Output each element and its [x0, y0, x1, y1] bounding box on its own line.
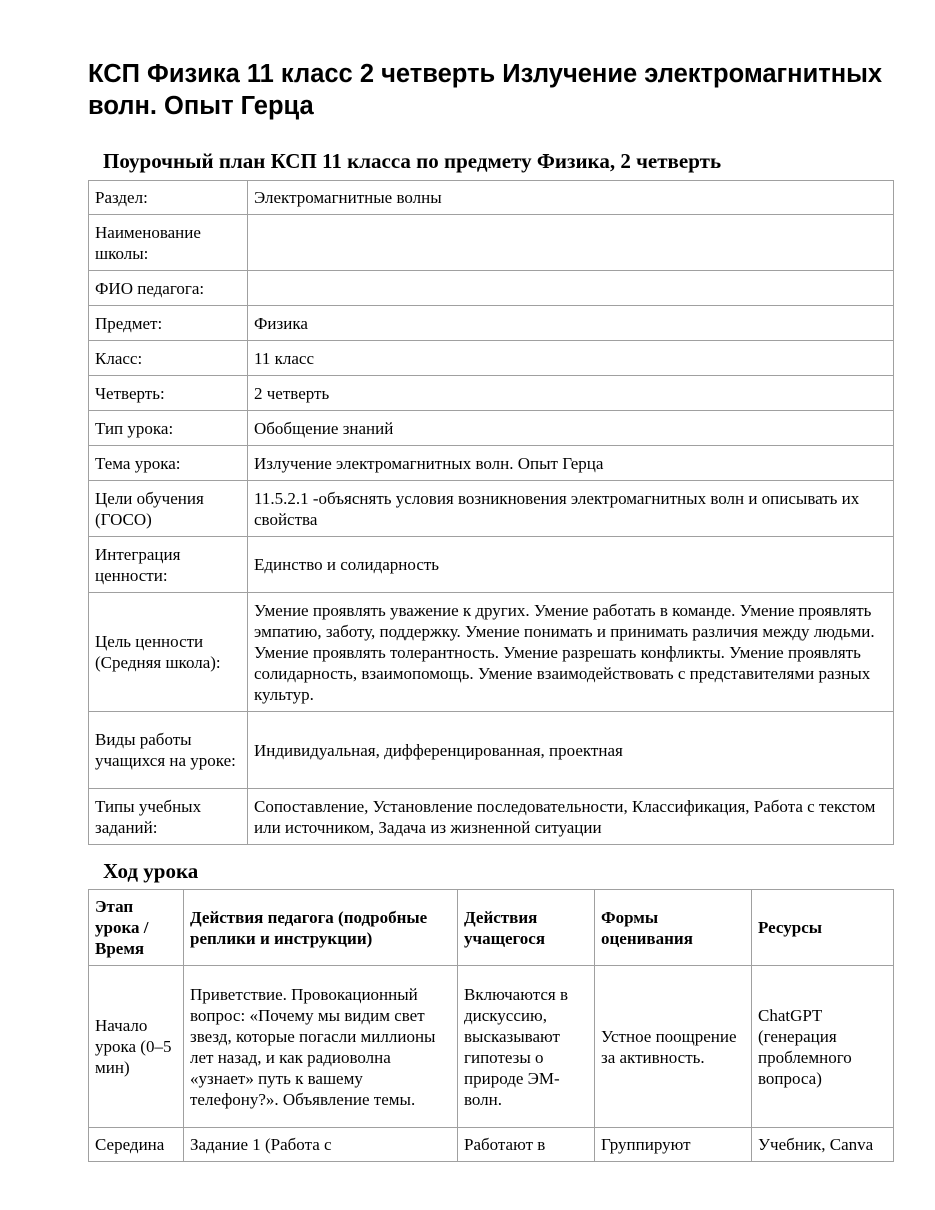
table-row — [89, 341, 894, 376]
column-header: Формы оценивания — [595, 890, 752, 966]
table-cell: Работают в — [458, 1128, 595, 1162]
table-row — [89, 181, 894, 215]
table-row — [89, 537, 894, 593]
table-row — [89, 271, 894, 306]
table-row — [89, 712, 894, 789]
table-row — [89, 215, 894, 271]
info-label: Тема урока: — [89, 446, 248, 481]
table-row — [89, 1128, 894, 1162]
table-cell: Включаются в дискуссию, высказывают гипотезы о природе ЭМ-волн. — [458, 966, 595, 1128]
info-label: Цели обучения (ГОСО) — [89, 481, 248, 537]
table-cell: ChatGPT (генерация проблемного вопроса) — [752, 966, 894, 1128]
table-row — [89, 789, 894, 845]
info-value: Единство и солидарность — [248, 537, 894, 593]
info-label: Класс: — [89, 341, 248, 376]
column-header: Этап урока / Время — [89, 890, 184, 966]
table-row — [89, 376, 894, 411]
info-value: Умение проявлять уважение к других. Умение работать в команде. Умение проявлять эмпатию, заботу, поддержку. Умение понимать и принимать различия между людьми. Умение проявлять толерантность. Умение разрешать конфликты. Умение проявлять солидарность, взаимопомощь. Умение взаимодействовать с представителями разных культур. — [248, 593, 894, 712]
table-cell: Группируют — [595, 1128, 752, 1162]
info-label: Наименование школы: — [89, 215, 248, 271]
info-value: Сопоставление, Установление последовательности, Классификация, Работа с текстом или источником, Задача из жизненной ситуации — [248, 789, 894, 845]
table-cell: Задание 1 (Работа с — [184, 1128, 458, 1162]
info-label: ФИО педагога: — [89, 271, 248, 306]
plan-heading: Поурочный план КСП 11 класса по предмету Физика, 2 четверть — [103, 149, 722, 173]
table-cell: Учебник, Canva — [752, 1128, 894, 1162]
table-cell: Середина — [89, 1128, 184, 1162]
lesson-flow-heading: Ход урока — [103, 859, 199, 883]
table-row — [89, 306, 894, 341]
info-value: 11.5.2.1 -объяснять условия возникновения электромагнитных волн и описывать их свойства — [248, 481, 894, 537]
column-header: Действия педагога (подробные реплики и инструкции) — [184, 890, 458, 966]
info-label: Типы учебных заданий: — [89, 789, 248, 845]
info-value — [248, 215, 894, 271]
table-row — [89, 593, 894, 712]
lesson-table — [88, 889, 894, 1162]
info-label: Интеграция ценности: — [89, 537, 248, 593]
table-cell: Приветствие. Провокационный вопрос: «Почему мы видим свет звезд, которые погасли миллионы лет назад, и как радиоволна «узнает» путь к вашему телефону?». Объявление темы. — [184, 966, 458, 1128]
info-label: Цель ценности (Средняя школа): — [89, 593, 248, 712]
info-label: Виды работы учащихся на уроке: — [89, 712, 248, 789]
info-value: Физика — [248, 306, 894, 341]
info-value: Обобщение знаний — [248, 411, 894, 446]
info-label: Раздел: — [89, 181, 248, 215]
column-header: Действия учащегося — [458, 890, 595, 966]
info-label: Тип урока: — [89, 411, 248, 446]
table-cell: Устное поощрение за активность. — [595, 966, 752, 1128]
column-header: Ресурсы — [752, 890, 894, 966]
table-row — [89, 411, 894, 446]
info-value: 2 четверть — [248, 376, 894, 411]
info-value: Индивидуальная, дифференцированная, проектная — [248, 712, 894, 789]
document-title: КСП Физика 11 класс 2 четверть Излучение электромагнитных волн. Опыт Герца — [88, 60, 883, 120]
table-row — [89, 966, 894, 1128]
info-value: Электромагнитные волны — [248, 181, 894, 215]
table-header-row — [89, 890, 894, 966]
table-cell: Начало урока (0–5 мин) — [89, 966, 184, 1128]
table-row — [89, 446, 894, 481]
info-value: Излучение электромагнитных волн. Опыт Герца — [248, 446, 894, 481]
info-value: 11 класс — [248, 341, 894, 376]
info-value — [248, 271, 894, 306]
table-row — [89, 481, 894, 537]
info-label: Четверть: — [89, 376, 248, 411]
info-table — [88, 180, 894, 845]
info-label: Предмет: — [89, 306, 248, 341]
document-page — [88, 58, 893, 1162]
